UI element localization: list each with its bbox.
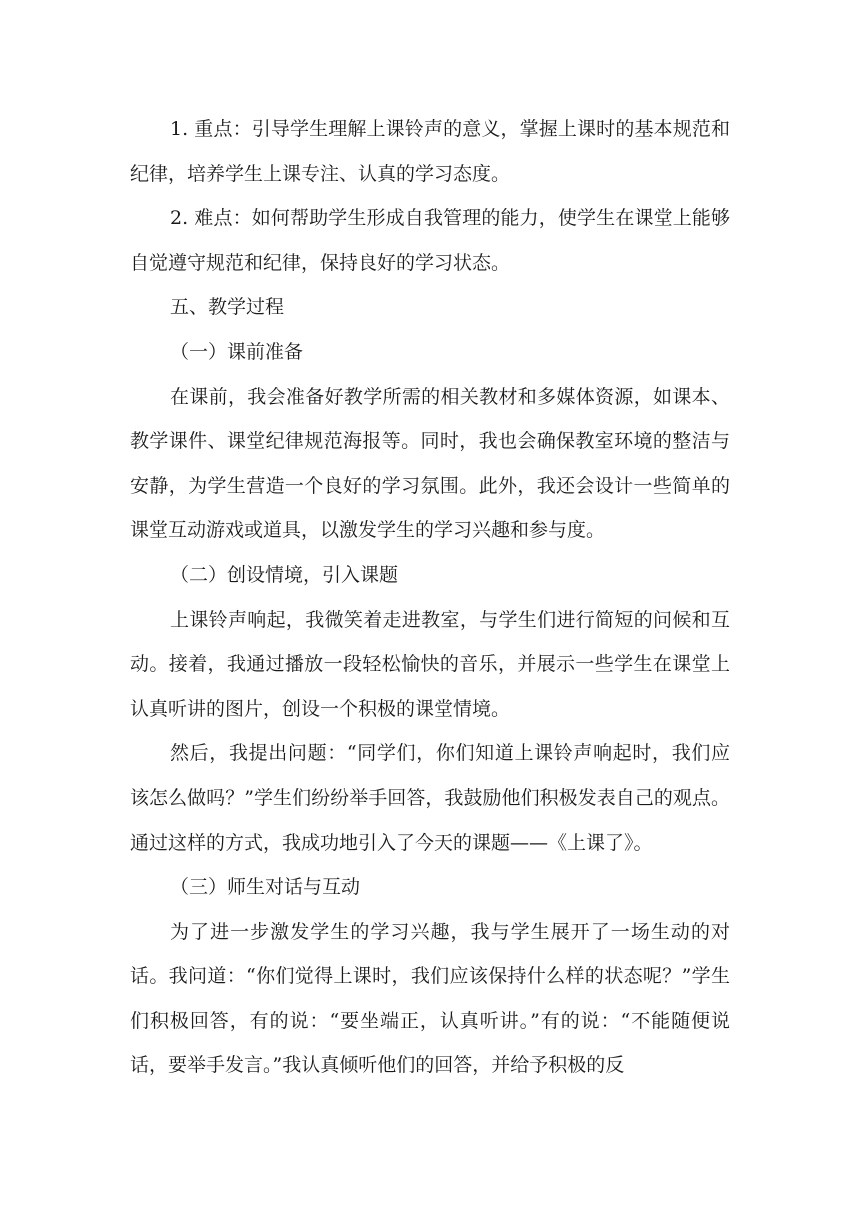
difficulty-paragraph: 2. 难点：如何帮助学生形成自我管理的能力，使学生在课堂上能够自觉遵守规范和纪律，保持良好的学习状态。 (130, 207, 730, 274)
body-paragraph: 上课铃声响起，我微笑着走进教室，与学生们进行简短的问候和互动。接着，我通过播放一段轻松愉快的音乐，并展示一些学生在课堂上认真听讲的图片，创设一个积极的课堂情境。 (130, 608, 730, 720)
body-paragraph: 然后，我提出问题：“同学们，你们知道上课铃声响起时，我们应该怎么做吗？”学生们纷纷举手回答，我鼓励他们积极发表自己的观点。通过这样的方式，我成功地引入了今天的课题——《上课了》。 (130, 742, 730, 854)
section-heading: 五、教学过程 (170, 296, 285, 319)
subsection-heading: （二）创设情境，引入课题 (170, 563, 399, 586)
subsection-heading: （一）课前准备 (170, 340, 304, 363)
key-point-paragraph: 1. 重点：引导学生理解上课铃声的意义，掌握上课时的基本规范和纪律，培养学生上课专注、认真的学习态度。 (130, 118, 730, 185)
document-body (130, 107, 730, 1088)
body-paragraph: 在课前，我会准备好教学所需的相关教材和多媒体资源，如课本、教学课件、课堂纪律规范海报等。同时，我也会确保教室环境的整洁与安静，为学生营造一个良好的学习氛围。此外，我还会设计一些简单的课堂互动游戏或道具，以激发学生的学习兴趣和参与度。 (130, 385, 730, 542)
subsection-heading: （三）师生对话与互动 (170, 876, 361, 899)
body-paragraph: 为了进一步激发学生的学习兴趣，我与学生展开了一场生动的对话。我问道：“你们觉得上课时，我们应该保持什么样的状态呢？”学生们积极回答，有的说：“要坐端正，认真听讲。”有的说：“不能随便说话，要举手发言。”我认真倾听他们的回答，并给予积极的反 (130, 920, 730, 1077)
